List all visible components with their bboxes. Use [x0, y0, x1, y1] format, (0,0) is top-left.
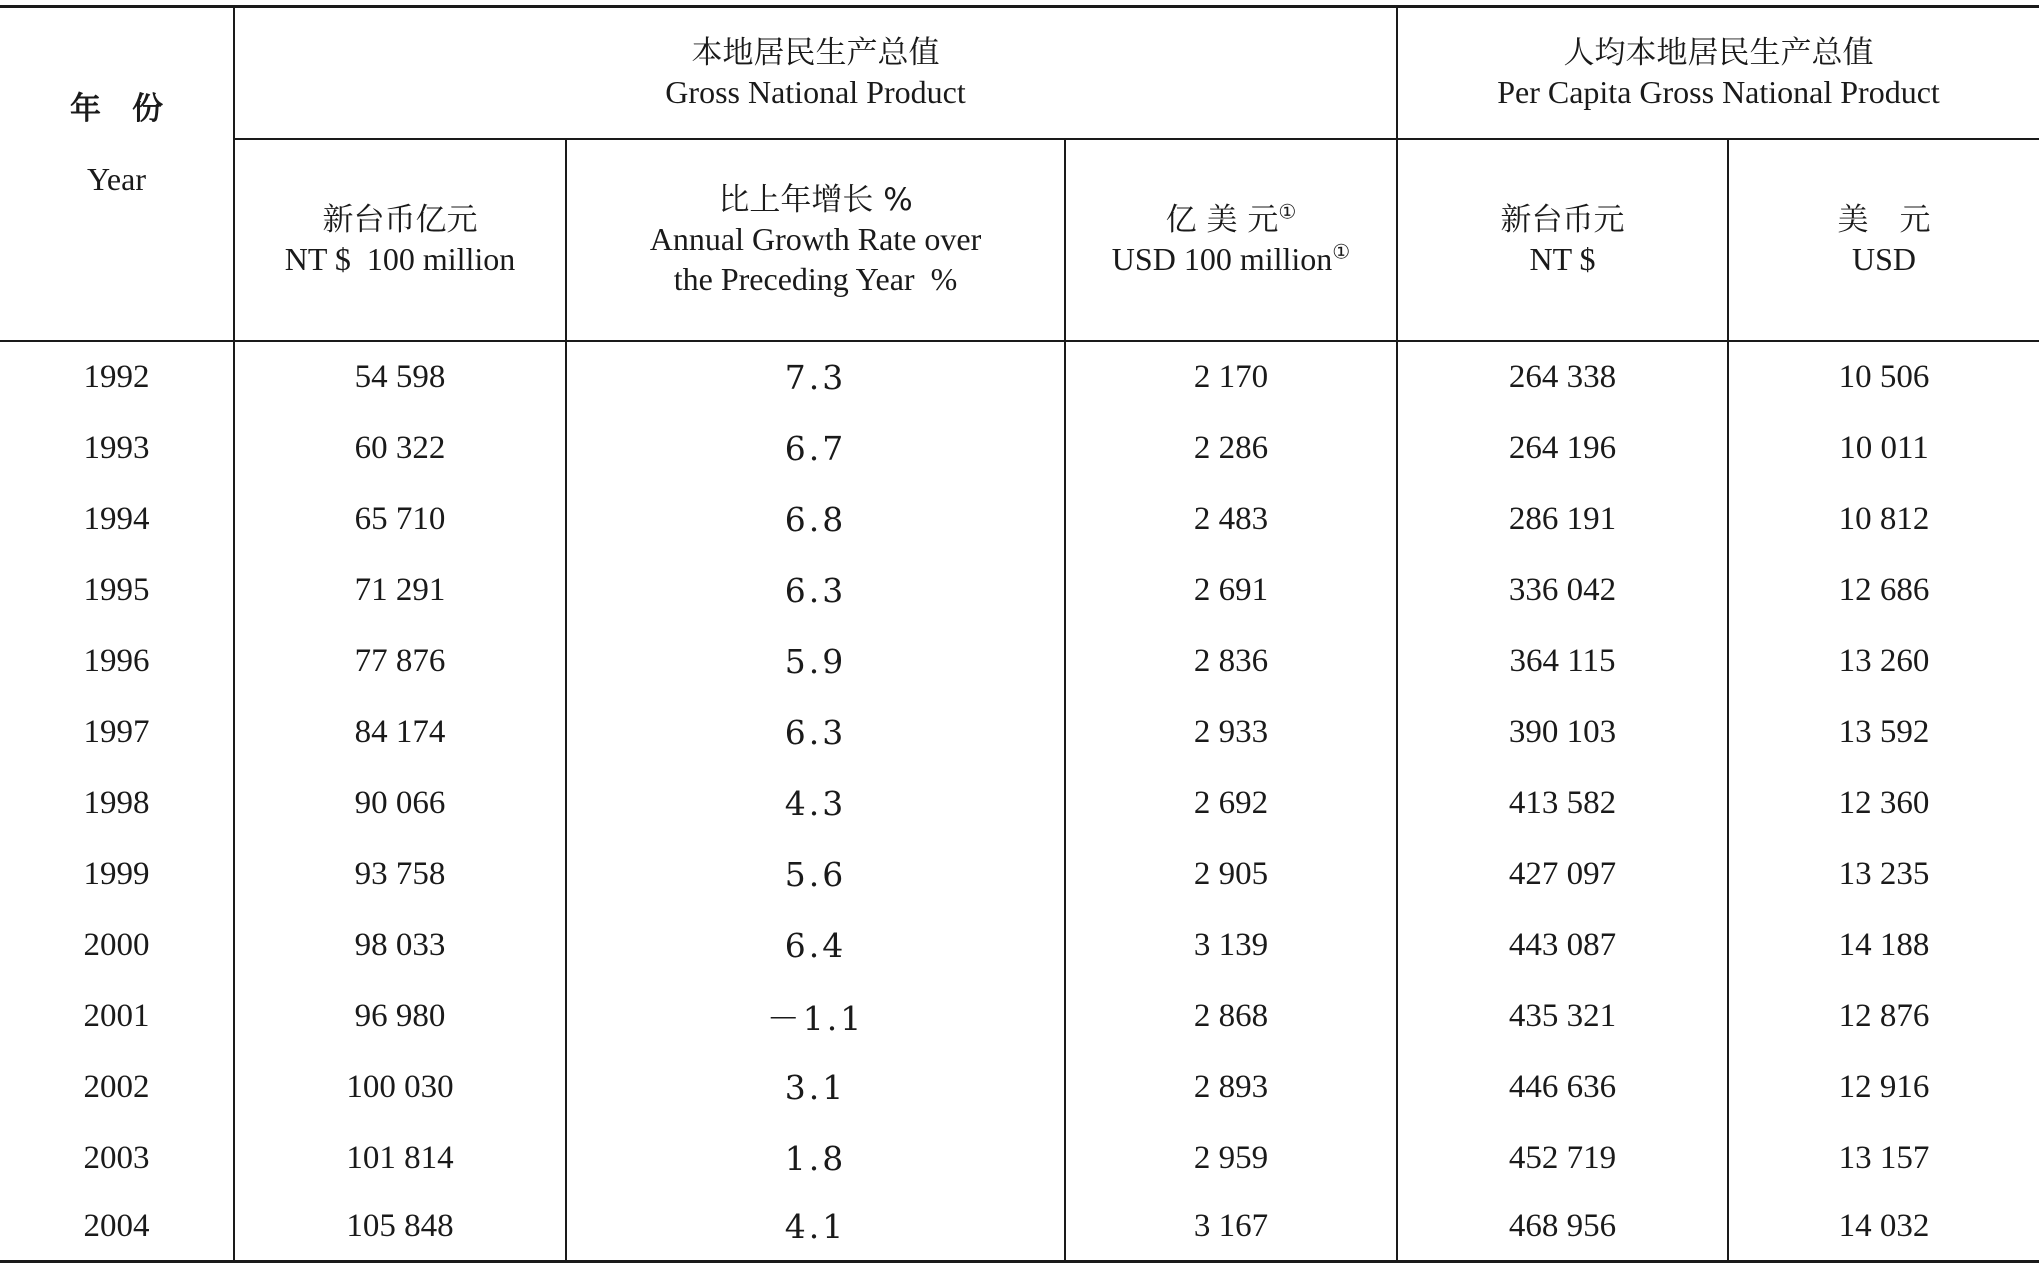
- cell-growth: 1.8: [784, 1139, 847, 1178]
- cell-year: 2003: [83, 1140, 150, 1176]
- cell-usd-100m: 2 959: [1193, 1140, 1269, 1176]
- header-col-usd-100m-zh-text: 亿 美 元: [1165, 201, 1279, 238]
- header-col-pc-ntd-en: NT $: [1529, 241, 1596, 278]
- header-gnp-zh: 本地居民生产总值: [691, 34, 940, 71]
- header-col-pc-ntd: [1398, 140, 1727, 340]
- table-row: [0, 484, 2039, 555]
- header-col-usd-100m: [1066, 140, 1396, 340]
- cell-year: 2004: [83, 1208, 150, 1244]
- cell-pc-usd: 13 235: [1838, 856, 1930, 892]
- cell-usd-100m: 2 692: [1193, 785, 1269, 821]
- cell-usd-100m: 3 167: [1193, 1208, 1269, 1244]
- header-col-pc-usd-zh: 美 元: [1837, 201, 1931, 238]
- cell-usd-100m: 2 868: [1193, 998, 1269, 1034]
- cell-ntd-100m: 93 758: [354, 856, 446, 892]
- cell-growth: 4.3: [784, 784, 847, 823]
- cell-year: 1996: [83, 643, 150, 679]
- cell-ntd-100m: 101 814: [346, 1140, 454, 1176]
- table-row: [0, 1123, 2039, 1194]
- cell-growth: 6.3: [784, 571, 847, 610]
- footnote-mark-en: ①: [1332, 241, 1351, 264]
- header-col-ntd-100m-en: NT $ 100 million: [284, 241, 516, 278]
- cell-pc-ntd: 264 338: [1508, 359, 1617, 395]
- cell-pc-ntd: 390 103: [1508, 714, 1617, 750]
- cell-pc-ntd: 364 115: [1509, 643, 1616, 679]
- cell-year: 2002: [83, 1069, 150, 1105]
- cell-growth: －1.1: [766, 999, 865, 1038]
- cell-pc-usd: 14 032: [1838, 1208, 1930, 1244]
- cell-pc-usd: 12 916: [1838, 1069, 1930, 1105]
- cell-ntd-100m: 71 291: [354, 572, 446, 608]
- header-gnp-en: Gross National Product: [665, 74, 966, 111]
- cell-pc-usd: 10 506: [1838, 359, 1930, 395]
- cell-pc-ntd: 435 321: [1508, 998, 1617, 1034]
- cell-pc-ntd: 452 719: [1508, 1140, 1617, 1176]
- cell-usd-100m: 2 286: [1193, 430, 1269, 466]
- footnote-mark-zh: ①: [1278, 199, 1297, 224]
- cell-pc-ntd: 413 582: [1508, 785, 1617, 821]
- cell-growth: 6.8: [784, 500, 847, 539]
- cell-ntd-100m: 100 030: [346, 1069, 454, 1105]
- cell-pc-ntd: 443 087: [1508, 927, 1617, 963]
- cell-usd-100m: 2 836: [1193, 643, 1269, 679]
- cell-year: 1992: [83, 359, 150, 395]
- cell-pc-ntd: 286 191: [1508, 501, 1617, 537]
- cell-pc-ntd: 446 636: [1508, 1069, 1617, 1105]
- cell-pc-usd: 10 812: [1838, 501, 1930, 537]
- top-rule: [0, 5, 2039, 8]
- table-row: [0, 555, 2039, 626]
- header-col-growth-en2: the Preceding Year %: [673, 261, 958, 298]
- cell-usd-100m: 2 483: [1193, 501, 1269, 537]
- header-col-pc-usd-en: USD: [1851, 241, 1916, 278]
- cell-year: 1999: [83, 856, 150, 892]
- header-pc-en: Per Capita Gross National Product: [1497, 74, 1940, 111]
- cell-pc-usd: 12 360: [1838, 785, 1930, 821]
- table-row: [0, 697, 2039, 768]
- cell-growth: 7.3: [784, 358, 847, 397]
- header-col-usd-100m-en-text: USD 100 million: [1111, 241, 1333, 278]
- table-row: [0, 626, 2039, 697]
- table-row: [0, 768, 2039, 839]
- cell-pc-usd: 13 157: [1838, 1140, 1930, 1176]
- cell-pc-ntd: 264 196: [1508, 430, 1617, 466]
- header-col-growth: [567, 140, 1064, 340]
- header-gnp-group: [235, 28, 1396, 118]
- cell-ntd-100m: 96 980: [354, 998, 446, 1034]
- cell-ntd-100m: 98 033: [354, 927, 446, 963]
- header-col-ntd-100m-zh: 新台币亿元: [322, 201, 478, 238]
- cell-usd-100m: 2 170: [1193, 359, 1269, 395]
- cell-year: 1994: [83, 501, 150, 537]
- cell-year: 1995: [83, 572, 150, 608]
- cell-year: 1997: [83, 714, 150, 750]
- header-year: [0, 90, 233, 240]
- cell-usd-100m: 2 893: [1193, 1069, 1269, 1105]
- cell-pc-usd: 10 011: [1839, 430, 1929, 466]
- cell-year: 1993: [83, 430, 150, 466]
- cell-growth: 5.6: [784, 855, 847, 894]
- cell-pc-usd: 13 592: [1838, 714, 1930, 750]
- cell-growth: 6.3: [784, 713, 847, 752]
- cell-ntd-100m: 65 710: [354, 501, 446, 537]
- cell-ntd-100m: 105 848: [346, 1208, 454, 1244]
- cell-year: 2001: [83, 998, 150, 1034]
- cell-usd-100m: 2 933: [1193, 714, 1269, 750]
- cell-ntd-100m: 54 598: [354, 359, 446, 395]
- header-year-zh: 年 份: [70, 91, 163, 127]
- cell-growth: 6.4: [784, 926, 847, 965]
- cell-year: 1998: [83, 785, 150, 821]
- cell-ntd-100m: 84 174: [354, 714, 446, 750]
- header-pc-zh: 人均本地居民生产总值: [1563, 34, 1874, 71]
- cell-pc-usd: 13 260: [1838, 643, 1930, 679]
- table-row: [0, 910, 2039, 981]
- cell-pc-usd: 12 686: [1838, 572, 1930, 608]
- header-col-pc-usd: [1729, 140, 2039, 340]
- header-year-en: Year: [87, 160, 146, 197]
- cell-year: 2000: [83, 927, 150, 963]
- cell-pc-usd: 14 188: [1838, 927, 1930, 963]
- header-col-growth-zh: 比上年增长 %: [718, 181, 913, 218]
- table-row: [0, 981, 2039, 1052]
- cell-pc-usd: 12 876: [1838, 998, 1930, 1034]
- cell-growth: 4.1: [784, 1207, 847, 1246]
- table-row: [0, 342, 2039, 413]
- cell-usd-100m: 2 691: [1193, 572, 1269, 608]
- cell-pc-ntd: 427 097: [1508, 856, 1617, 892]
- cell-ntd-100m: 77 876: [354, 643, 446, 679]
- table-row: [0, 839, 2039, 910]
- header-col-growth-en: Annual Growth Rate over: [649, 221, 982, 258]
- cell-growth: 6.7: [784, 429, 847, 468]
- cell-growth: 3.1: [784, 1068, 847, 1107]
- cell-usd-100m: 3 139: [1193, 927, 1269, 963]
- header-col-ntd-100m: [235, 140, 565, 340]
- table-row: [0, 413, 2039, 484]
- cell-ntd-100m: 60 322: [354, 430, 446, 466]
- cell-growth: 5.9: [784, 642, 847, 681]
- cell-pc-ntd: 468 956: [1508, 1208, 1617, 1244]
- table-row: [0, 1052, 2039, 1123]
- cell-ntd-100m: 90 066: [354, 785, 446, 821]
- header-col-usd-100m-zh: [1166, 201, 1297, 240]
- header-col-pc-ntd-zh: 新台币元: [1500, 201, 1625, 238]
- header-pc-group: [1398, 28, 2039, 118]
- cell-usd-100m: 2 905: [1193, 856, 1269, 892]
- table-row: [0, 1191, 2039, 1262]
- header-col-usd-100m-en: [1112, 239, 1350, 279]
- cell-pc-ntd: 336 042: [1508, 572, 1617, 608]
